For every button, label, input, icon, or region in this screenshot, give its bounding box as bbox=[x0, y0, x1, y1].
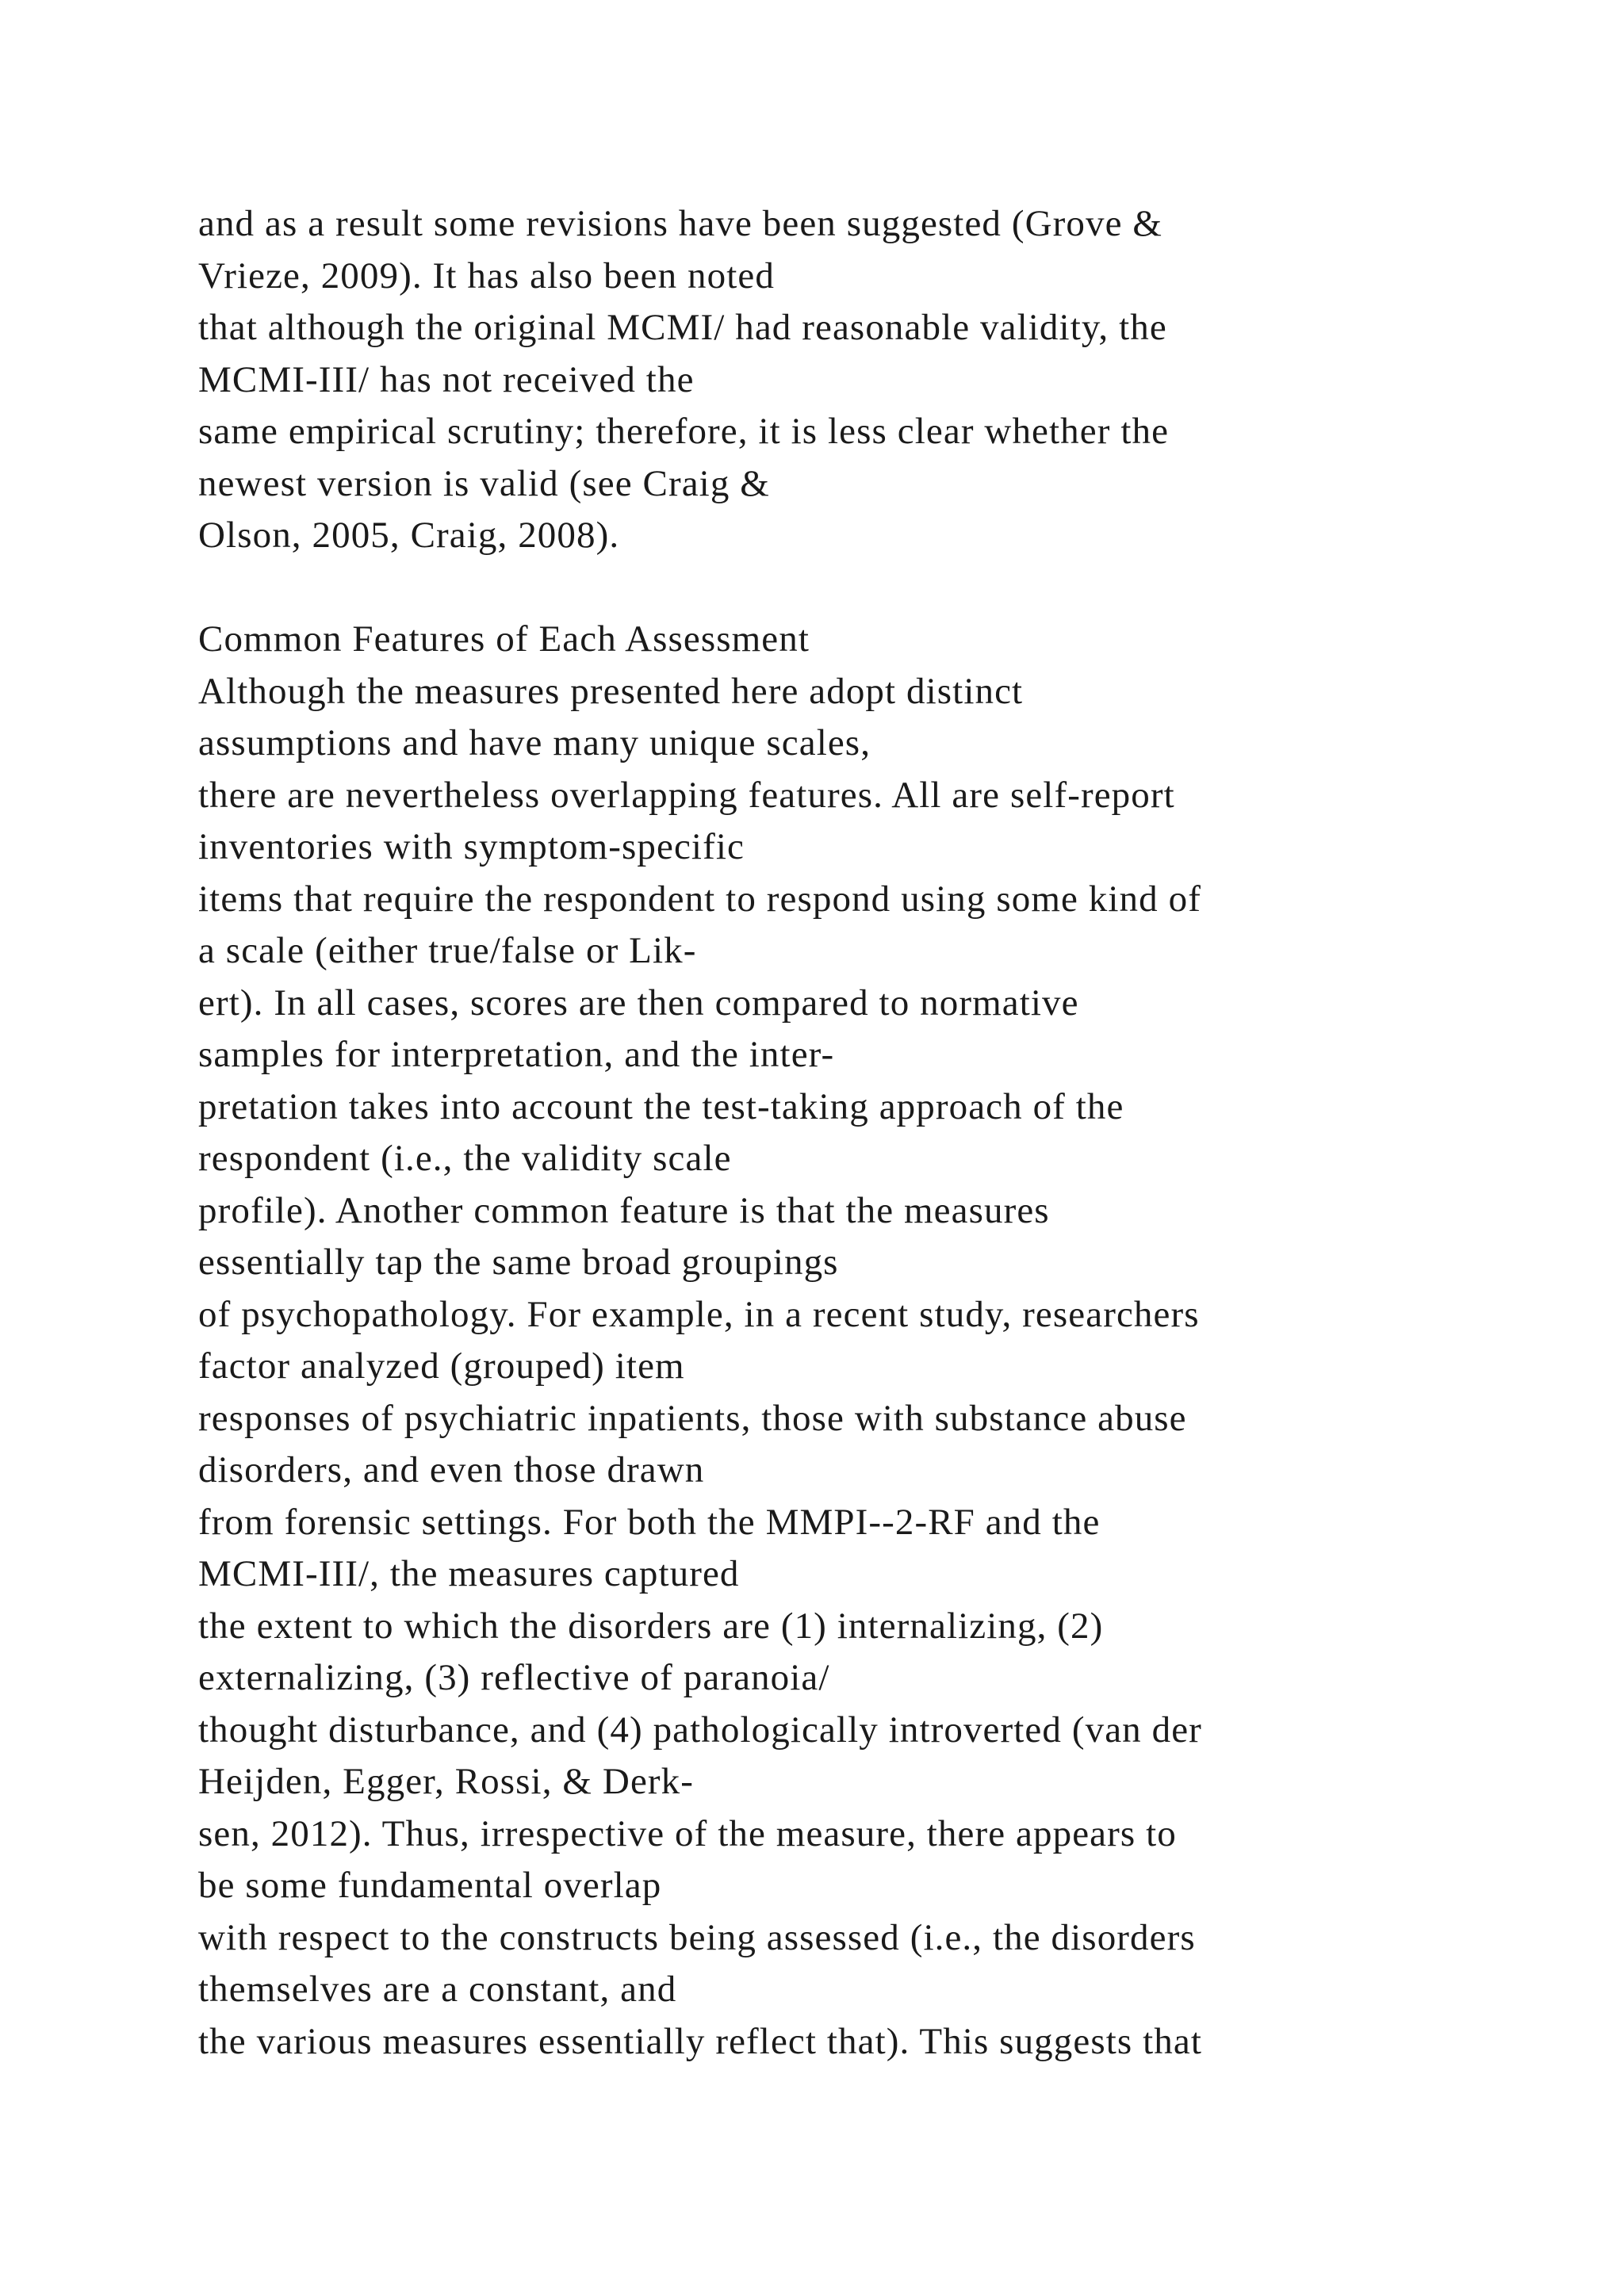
text-line: pretation takes into account the test-taking approach of the bbox=[198, 1085, 1124, 1127]
text-line: Olson, 2005, Craig, 2008). bbox=[198, 515, 620, 556]
text-line: and as a result some revisions have been suggested (Grove & bbox=[198, 203, 1163, 244]
text-line: themselves are a constant, and bbox=[198, 1969, 677, 2010]
text-line: samples for interpretation, and the inter- bbox=[198, 1034, 835, 1075]
document-body bbox=[198, 198, 1610, 2068]
text-line: same empirical scrutiny; therefore, it is less clear whether the bbox=[198, 411, 1170, 452]
text-line: responses of psychiatric inpatients, those with substance abuse bbox=[198, 1397, 1187, 1439]
text-line: from forensic settings. For both the MMPI--2-RF and the bbox=[198, 1501, 1101, 1543]
text-line: sen, 2012). Thus, irrespective of the measure, there appears to bbox=[198, 1812, 1177, 1854]
text-line: assumptions and have many unique scales, bbox=[198, 722, 871, 763]
section-heading: Common Features of Each Assessment bbox=[198, 618, 810, 660]
text-line: newest version is valid (see Craig & bbox=[198, 462, 770, 504]
text-line: respondent (i.e., the validity scale bbox=[198, 1138, 732, 1179]
text-line: that although the original MCMI/ had reasonable validity, the bbox=[198, 307, 1167, 348]
text-line: MCMI-III/, the measures captured bbox=[198, 1553, 740, 1594]
text-line: Vrieze, 2009). It has also been noted bbox=[198, 254, 775, 297]
paragraph-common-features bbox=[198, 666, 1610, 2068]
paragraph-continuation bbox=[198, 198, 1610, 562]
text-line: profile). Another common feature is that the measures bbox=[198, 1189, 1050, 1231]
text-line: be some fundamental overlap bbox=[198, 1865, 662, 1906]
text-line: Although the measures presented here adopt distinct bbox=[198, 670, 1024, 712]
text-line: the extent to which the disorders are (1) internalizing, (2) bbox=[198, 1605, 1104, 1647]
text-line: Heijden, Egger, Rossi, & Derk- bbox=[198, 1761, 695, 1802]
text-line: factor analyzed (grouped) item bbox=[198, 1345, 685, 1387]
text-line: inventories with symptom-specific bbox=[198, 826, 745, 867]
text-line: externalizing, (3) reflective of paranoia/ bbox=[198, 1657, 830, 1698]
text-line: thought disturbance, and (4) pathologically introverted (van der bbox=[198, 1709, 1202, 1751]
text-line: with respect to the constructs being assessed (i.e., the disorders bbox=[198, 1916, 1196, 1958]
text-line: MCMI-III/ has not received the bbox=[198, 358, 695, 400]
paragraph-gap bbox=[198, 562, 1610, 614]
text-line: there are nevertheless overlapping features. All are self-report bbox=[198, 774, 1175, 816]
text-line: items that require the respondent to respond using some kind of bbox=[198, 878, 1201, 920]
text-line: essentially tap the same broad groupings bbox=[198, 1242, 839, 1283]
text-line: ert). In all cases, scores are then compared to normative bbox=[198, 982, 1079, 1024]
text-line: of psychopathology. For example, in a recent study, researchers bbox=[198, 1293, 1200, 1335]
text-line: disorders, and even those drawn bbox=[198, 1449, 705, 1490]
text-line: the various measures essentially reflect that). This suggests that bbox=[198, 2020, 1203, 2062]
text-line: a scale (either true/false or Lik- bbox=[198, 930, 697, 971]
